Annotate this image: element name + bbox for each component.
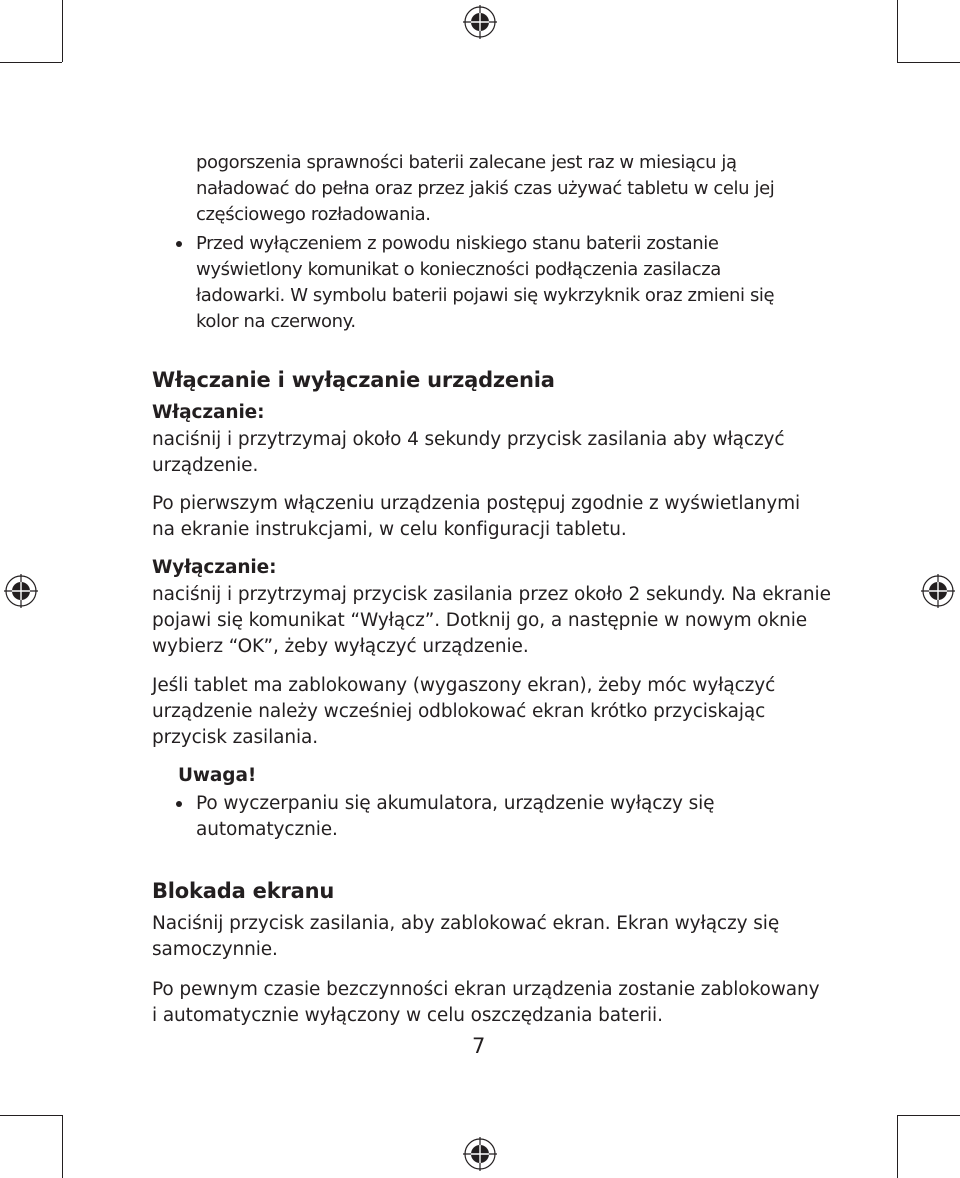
bullet-dot-icon — [176, 801, 182, 807]
bullet-dot-icon — [176, 241, 182, 247]
list-item-line: wyświetlony komunikat o konieczności podłączenia zasilacza — [196, 259, 721, 280]
note-item-line: automatycznie. — [196, 819, 338, 840]
registration-crosshair-icon — [4, 574, 38, 608]
registration-crosshair-icon — [921, 574, 955, 608]
list-item-tail-line: pogorszenia sprawności baterii zalecane jest raz w miesiącu ją — [196, 152, 737, 173]
crop-mark-bottom-left — [62, 1115, 63, 1178]
paragraph-line: samoczynnie. — [152, 939, 278, 960]
paragraph-line: wybierz “OK”, żeby wyłączyć urządzenie. — [152, 636, 529, 657]
crop-mark-top-left — [62, 0, 63, 62]
paragraph-line: naciśnij i przytrzymaj około 4 sekundy przycisk zasilania aby włączyć — [152, 429, 785, 450]
crop-mark-bottom-right — [897, 1115, 898, 1178]
paragraph-line: Naciśnij przycisk zasilania, aby zablokować ekran. Ekran wyłączy się — [152, 913, 780, 934]
paragraph-line: naciśnij i przytrzymaj przycisk zasilania przez około 2 sekundy. Na ekranie — [152, 584, 831, 605]
list-item-tail-line: naładować do pełna oraz przez jakiś czas używać tabletu w celu jej — [196, 178, 775, 199]
list-item-tail-line: częściowego rozładowania. — [196, 204, 431, 225]
note-item-line: Po wyczerpaniu się akumulatora, urządzenie wyłączy się — [196, 793, 715, 814]
paragraph-line: i automatycznie wyłączony w celu oszczędzania baterii. — [152, 1005, 663, 1026]
list-item-line: Przed wyłączeniem z powodu niskiego stanu baterii zostanie — [196, 233, 719, 254]
paragraph-line: na ekranie instrukcjami, w celu konfiguracji tabletu. — [152, 519, 627, 540]
crop-mark-top-right — [897, 0, 898, 62]
paragraph-line: pojawi się komunikat “Wyłącz”. Dotknij go, a następnie w nowym oknie — [152, 610, 808, 631]
subsection-heading-off: Wyłączanie: — [152, 557, 277, 578]
subsection-heading-on: Włączanie: — [152, 402, 265, 423]
paragraph-line: Po pewnym czasie bezczynności ekran urządzenia zostanie zablokowany — [152, 979, 820, 1000]
note-heading: Uwaga! — [178, 765, 257, 786]
crop-mark-bottom-right-h — [897, 1115, 960, 1116]
paragraph-line: Po pierwszym włączeniu urządzenia postępuj zgodnie z wyświetlanymi — [152, 493, 801, 514]
crop-mark-top-right-h — [897, 62, 960, 63]
list-item-line: ładowarki. W symbolu baterii pojawi się wykrzyknik oraz zmieni się — [196, 285, 775, 306]
section-heading: Włączanie i wyłączanie urządzenia — [152, 368, 555, 392]
section-heading: Blokada ekranu — [152, 879, 335, 903]
crop-mark-top-left-h — [0, 62, 62, 63]
page-number: 7 — [472, 1034, 486, 1058]
paragraph-line: urządzenie należy wcześniej odblokować ekran krótko przyciskając — [152, 701, 766, 722]
paragraph-line: Jeśli tablet ma zablokowany (wygaszony ekran), żeby móc wyłączyć — [152, 675, 776, 696]
list-item-line: kolor na czerwony. — [196, 311, 356, 332]
paragraph-line: urządzenie. — [152, 455, 259, 476]
registration-crosshair-icon — [463, 5, 497, 39]
crop-mark-bottom-left-h — [0, 1115, 62, 1116]
registration-crosshair-icon — [463, 1137, 497, 1171]
paragraph-line: przycisk zasilania. — [152, 727, 319, 748]
